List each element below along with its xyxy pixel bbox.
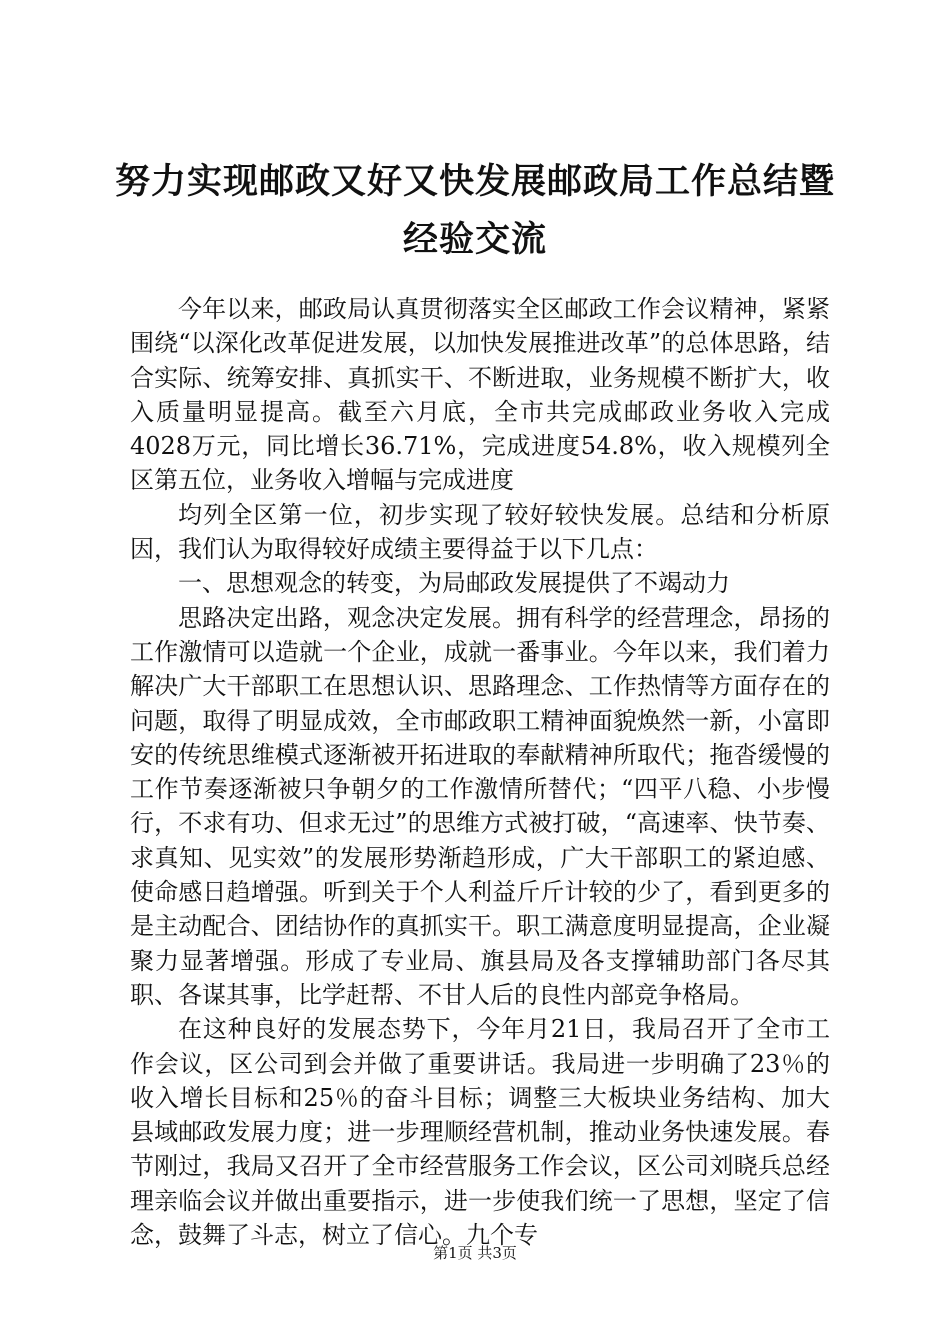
section-heading-1: 一、思想观念的转变，为局邮政发展提供了不竭动力 — [178, 569, 730, 598]
document-body — [130, 292, 830, 1252]
paragraph-summary: 均列全区第一位，初步实现了较好较快发展。总结和分析原因，我们认为取得较好成绩主要得益于以下几点： — [130, 500, 830, 564]
page-footer: 第1页 共3页 — [433, 1244, 517, 1262]
document-title-line-2: 经验交流 — [402, 220, 547, 260]
paragraph-mindset: 思路决定出路，观念决定发展。拥有科学的经营理念，昂扬的工作激情可以造就一个企业，成就一番事业。今年以来，我们着力解决广大干部职工在思想认识、思路理念、工作热情等方面存在的问题，取得了明显成效，全市邮政职工精神面貌焕然一新，小富即安的传统思维模式逐渐被开拓进取的奉献精神所取代；拖沓缓慢的工作节奏逐渐被只争朝夕的工作激情所替代；“四平八稳、小步慢行，不求有功、但求无过”的思维方式被打破，“高速率、快节奏、求真知、见实效”的发展形势渐趋形成，广大干部职工的紧迫感、使命感日趋增强。听到关于个人利益斤斤计较的少了，看到更多的是主动配合、团结协作的真抓实干。职工满意度明显提高，企业凝聚力显著增强。形成了专业局、旗县局及各支撑辅助部门各尽其职、各谋其事，比学赶帮、不甘人后的良性内部竞争格局。 — [130, 603, 830, 1009]
document-title-line-1: 努力实现邮政又好又快发展邮政局工作总结暨 — [114, 162, 835, 202]
paragraph-meeting: 在这种良好的发展态势下，今年月21日，我局召开了全市工作会议，区公司到会并做了重要讲话。我局进一步明确了23％的收入增长目标和25％的奋斗目标；调整三大板块业务结构、加大县域邮政发展力度；进一步理顺经营机制，推动业务快速发展。春节刚过，我局又召开了全市经营服务工作会议，区公司刘晓兵总经理亲临会议并做出重要指示，进一步使我们统一了思想，坚定了信念，鼓舞了斗志，树立了信心。九个专 — [130, 1015, 830, 1250]
paragraph-intro: 今年以来，邮政局认真贯彻落实全区邮政工作会议精神，紧紧围绕“以深化改革促进发展，以加快发展推进改革”的总体思路，结合实际、统筹安排、真抓实干、不断进取，业务规模不断扩大，收入质量明显提高。截至六月底，全市共完成邮政业务收入完成4028万元，同比增长36.71%，完成进度54.8%，收入规模列全区第五位，业务收入增幅与完成进度 — [130, 295, 830, 495]
